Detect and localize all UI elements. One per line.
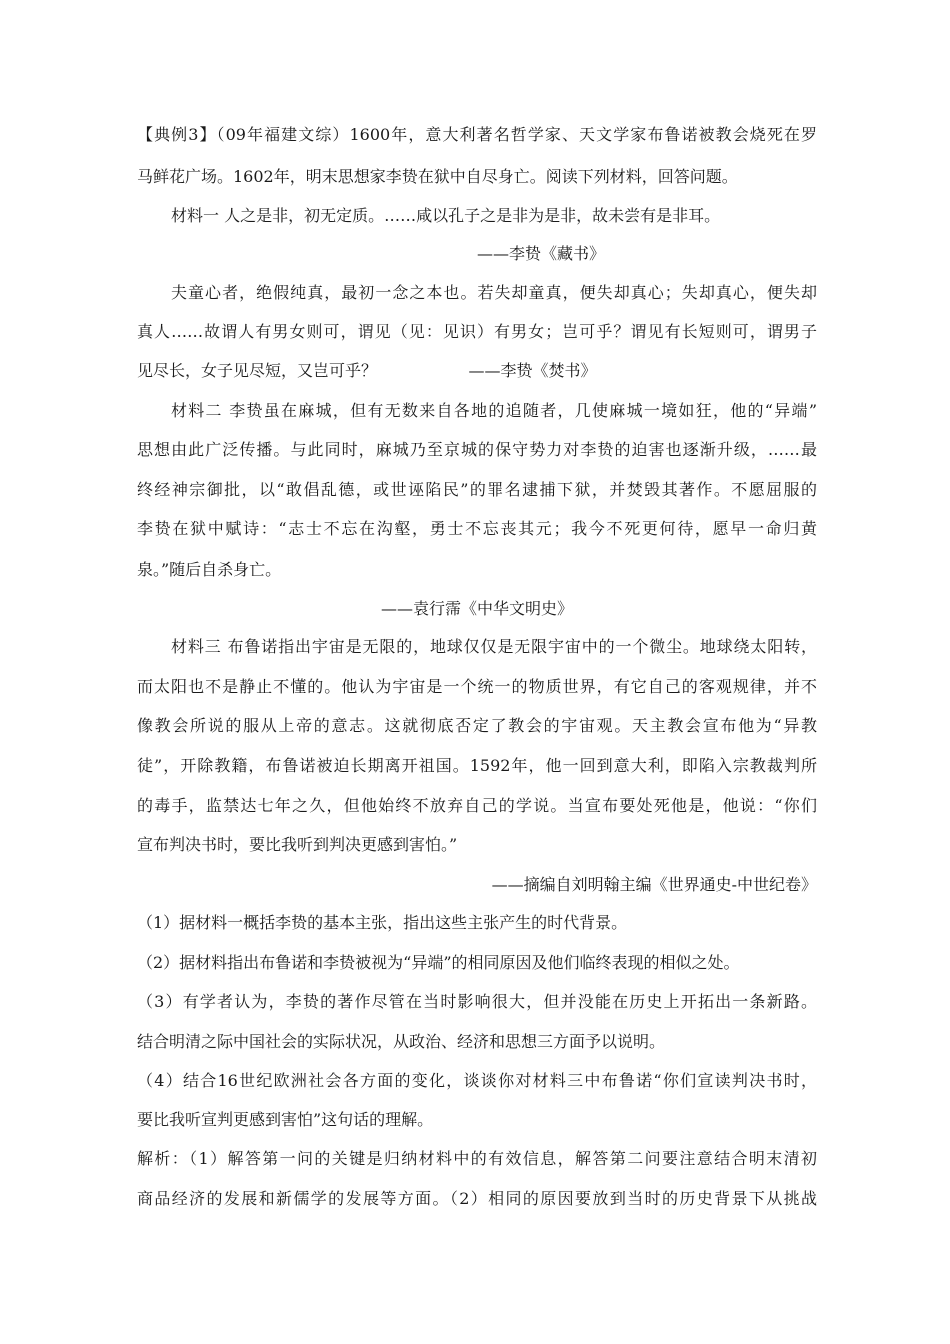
material-one-text-2: 夫童心者，绝假纯真，最初一念之本也。若失却童真，便失却真心；失却真心，便失却 [171, 283, 817, 302]
material-two-source: ——袁行霈《中华文明史》 [380, 599, 573, 618]
material-one-text: 材料一 人之是非，初无定质。……咸以孔子之是非为是非，故未尝有是非耳。 [171, 206, 721, 225]
material-three-text: 徒”，开除教籍，布鲁诺被迫长期离开祖国。1592年，他一回到意大利，即陷入宗教裁判所 [137, 756, 817, 775]
analysis-text: 商品经济的发展和新儒学的发展等方面。（2）相同的原因要放到当时的历史背景下从挑战 [137, 1189, 817, 1208]
material-two-text: 材料二 李贽虽在麻城，但有无数来自各地的追随者，几使麻城一境如狂，他的“异端” [171, 401, 817, 420]
question-3: （3）有学者认为，李贽的著作尽管在当时影响很大，但并没能在历史上开拓出一条新路。 [137, 992, 817, 1011]
material-three-text: 像教会所说的服从上帝的意志。这就彻底否定了教会的宇宙观。天主教会宣布他为“异教 [137, 716, 817, 735]
material-three-text: 材料三 布鲁诺指出宇宙是无限的，地球仅仅是无限宇宙中的一个微尘。地球绕太阳转， [171, 637, 817, 656]
intro-line: 马鲜花广场。1602年，明末思想家李贽在狱中自尽身亡。阅读下列材料，回答问题。 [137, 167, 738, 186]
material-three-text: 的毒手，监禁达七年之久，但他始终不放弃自己的学说。当宣布要处死他是，他说：“你们 [137, 796, 817, 815]
question-4: 要比我听宣判更感到害怕”这句话的理解。 [137, 1110, 434, 1129]
material-one-source: ——李贽《藏书》 [477, 244, 606, 263]
material-one-text-2: 真人……故谓人有男女则可，谓见（见：见识）有男女；岂可乎？谓见有长短则可，谓男子 [137, 322, 817, 341]
material-three-source: ——摘编自刘明翰主编《世界通史-中世纪卷》 [491, 875, 817, 894]
material-two-text: 终经神宗御批，以“敢倡乱德，或世诬陷民”的罪名逮捕下狱，并焚毁其著作。不愿屈服的 [137, 480, 817, 499]
material-two-text: 思想由此广泛传播。与此同时，麻城乃至京城的保守势力对李贽的迫害也逐渐升级，……最 [137, 440, 817, 459]
material-two-text: 李贽在狱中赋诗：“志士不忘在沟壑，勇士不忘丧其元；我今不死更何待，愿早一命归黄 [137, 519, 817, 538]
example-heading-line: 【典例3】（09年福建文综）1600年，意大利著名哲学家、天文学家布鲁诺被教会烧死在罗 [137, 125, 817, 144]
question-1: （1）据材料一概括李贽的基本主张，指出这些主张产生的时代背景。 [137, 913, 628, 932]
question-4: （4）结合16世纪欧洲社会各方面的变化，谈谈你对材料三中布鲁诺“你们宣读判决书时， [137, 1071, 817, 1090]
material-one-text-2-source: 见尽长，女子见尽短，又岂可乎？ ——李贽《焚书》 [137, 361, 597, 380]
document-page [137, 0, 817, 1344]
material-three-text: 宣布判决书时，要比我听到判决更感到害怕。” [137, 835, 458, 854]
question-2: （2）据材料指出布鲁诺和李贽被视为“异端”的相同原因及他们临终表现的相似之处。 [137, 953, 740, 972]
analysis-text: 解析：（1）解答第一问的关键是归纳材料中的有效信息，解答第二问要注意结合明末清初 [137, 1149, 817, 1168]
question-3: 结合明清之际中国社会的实际状况，从政治、经济和思想三方面予以说明。 [137, 1032, 666, 1051]
material-two-text: 泉。”随后自杀身亡。 [137, 560, 282, 579]
material-three-text: 而太阳也不是静止不懂的。他认为宇宙是一个统一的物质世界，有它自己的客观规律，并不 [137, 677, 817, 696]
